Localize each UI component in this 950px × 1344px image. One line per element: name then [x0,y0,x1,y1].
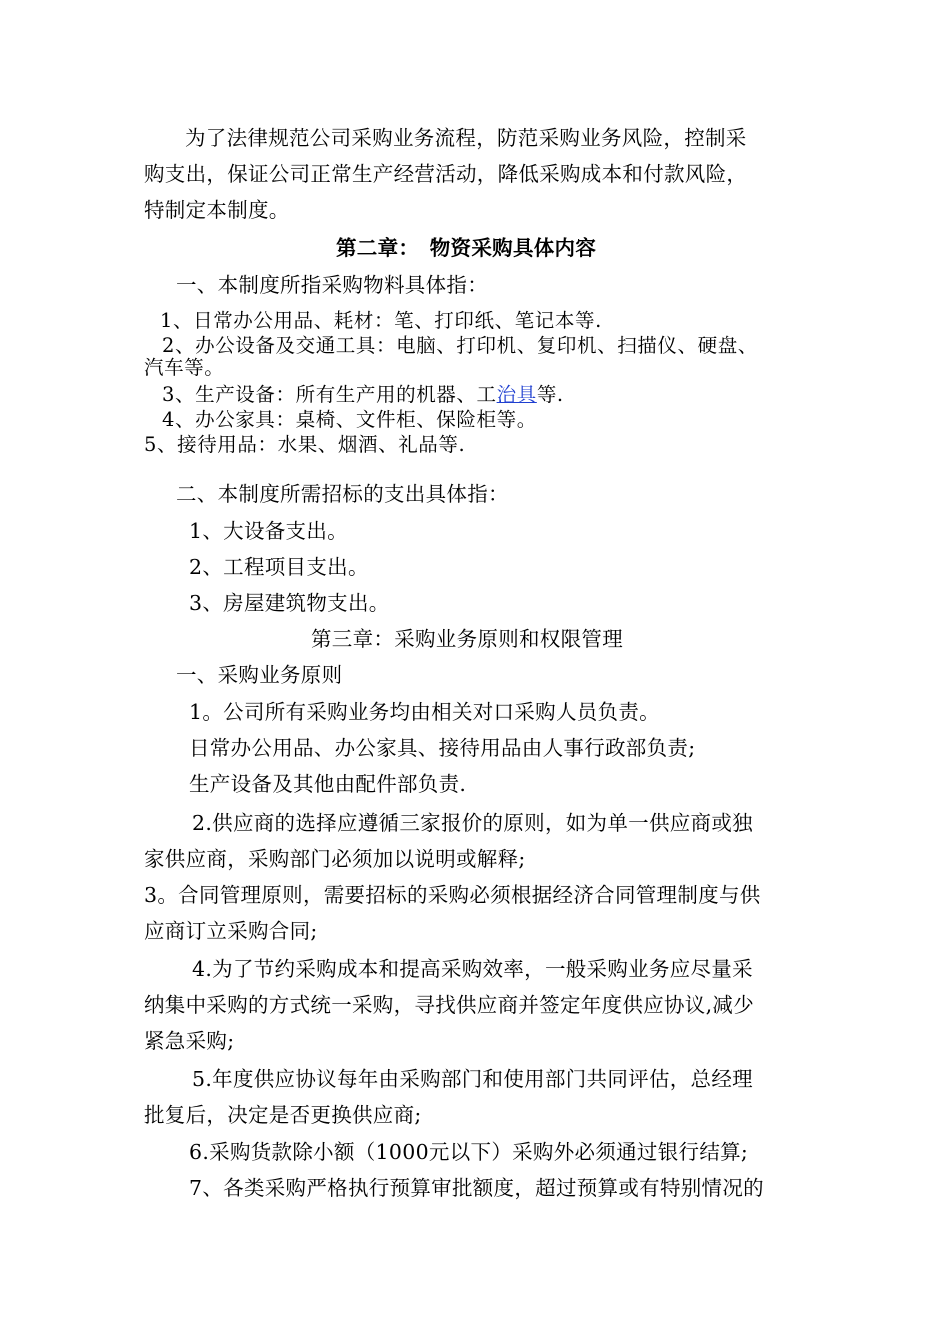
principle-4-line-1: 4.为了节约采购成本和提高采购效率，一般采购业务应尽量采 [192,957,753,981]
principle-4-line-2: 纳集中采购的方式统一采购，寻找供应商并签定年度供应协议,减少 [144,993,755,1017]
chapter-3-title: 第三章：采购业务原则和权限管理 [311,627,623,651]
principle-5-line-2: 批复后，决定是否更换供应商; [144,1103,422,1127]
production-equipment-suffix: 等. [536,383,564,406]
fixture-link[interactable]: 治具 [496,383,537,406]
chapter-2-title: 第二章： 物资采购具体内容 [336,236,597,260]
production-equipment-text: 3、生产设备：所有生产用的机器、工 [162,383,497,406]
list-item-buildings: 3、房屋建筑物支出。 [189,591,390,615]
list-item-office-supplies: 1、日常办公用品、耗材：笔、打印纸、笔记本等. [160,309,602,332]
principle-1-detail-b: 生产设备及其他由配件部负责. [189,772,467,796]
intro-line-3: 特制定本制度。 [144,198,290,222]
list-item-office-furniture: 4、办公家具：桌椅、文件柜、保险柜等。 [162,408,537,431]
principle-2-line-1: 2.供应商的选择应遵循三家报价的原则，如为单一供应商或独 [192,811,753,835]
principle-6: 6.采购货款除小额（1000元以下）采购外必须通过银行结算; [189,1140,749,1164]
principle-5-line-1: 5.年度供应协议每年由采购部门和使用部门共同评估，总经理 [192,1067,753,1091]
principle-1: 1。公司所有采购业务均由相关对口采购人员负责。 [189,700,660,724]
list-item-reception-supplies: 5、接待用品：水果、烟酒、礼品等. [144,433,466,456]
principle-3-line-1: 3。合同管理原则，需要招标的采购必须根据经济合同管理制度与供 [144,883,761,907]
list-item-office-equipment-cont: 汽车等。 [144,356,225,379]
principle-1-detail-a: 日常办公用品、办公家具、接待用品由人事行政部负责; [189,736,696,760]
section-2-2-heading: 二、本制度所需招标的支出具体指： [176,482,509,506]
principle-7: 7、各类采购严格执行预算审批额度，超过预算或有特别情况的 [189,1176,764,1200]
principle-3-line-2: 应商订立采购合同; [144,919,318,943]
principle-4-line-3: 紧急采购; [144,1029,235,1053]
list-item-office-equipment: 2、办公设备及交通工具：电脑、打印机、复印机、扫描仪、硬盘、 [162,334,758,357]
principle-2-line-2: 家供应商，采购部门必须加以说明或解释; [144,847,526,871]
intro-line-2: 购支出，保证公司正常生产经营活动，降低采购成本和付款风险， [144,162,748,186]
section-2-1-heading: 一、本制度所指采购物料具体指： [176,273,488,297]
list-item-production-equipment [162,383,564,407]
list-item-engineering-project: 2、工程项目支出。 [189,555,369,579]
list-item-large-equipment: 1、大设备支出。 [189,519,348,543]
section-3-1-heading: 一、采购业务原则 [176,663,343,687]
intro-line-1: 为了法律规范公司采购业务流程，防范采购业务风险，控制采 [185,126,747,150]
